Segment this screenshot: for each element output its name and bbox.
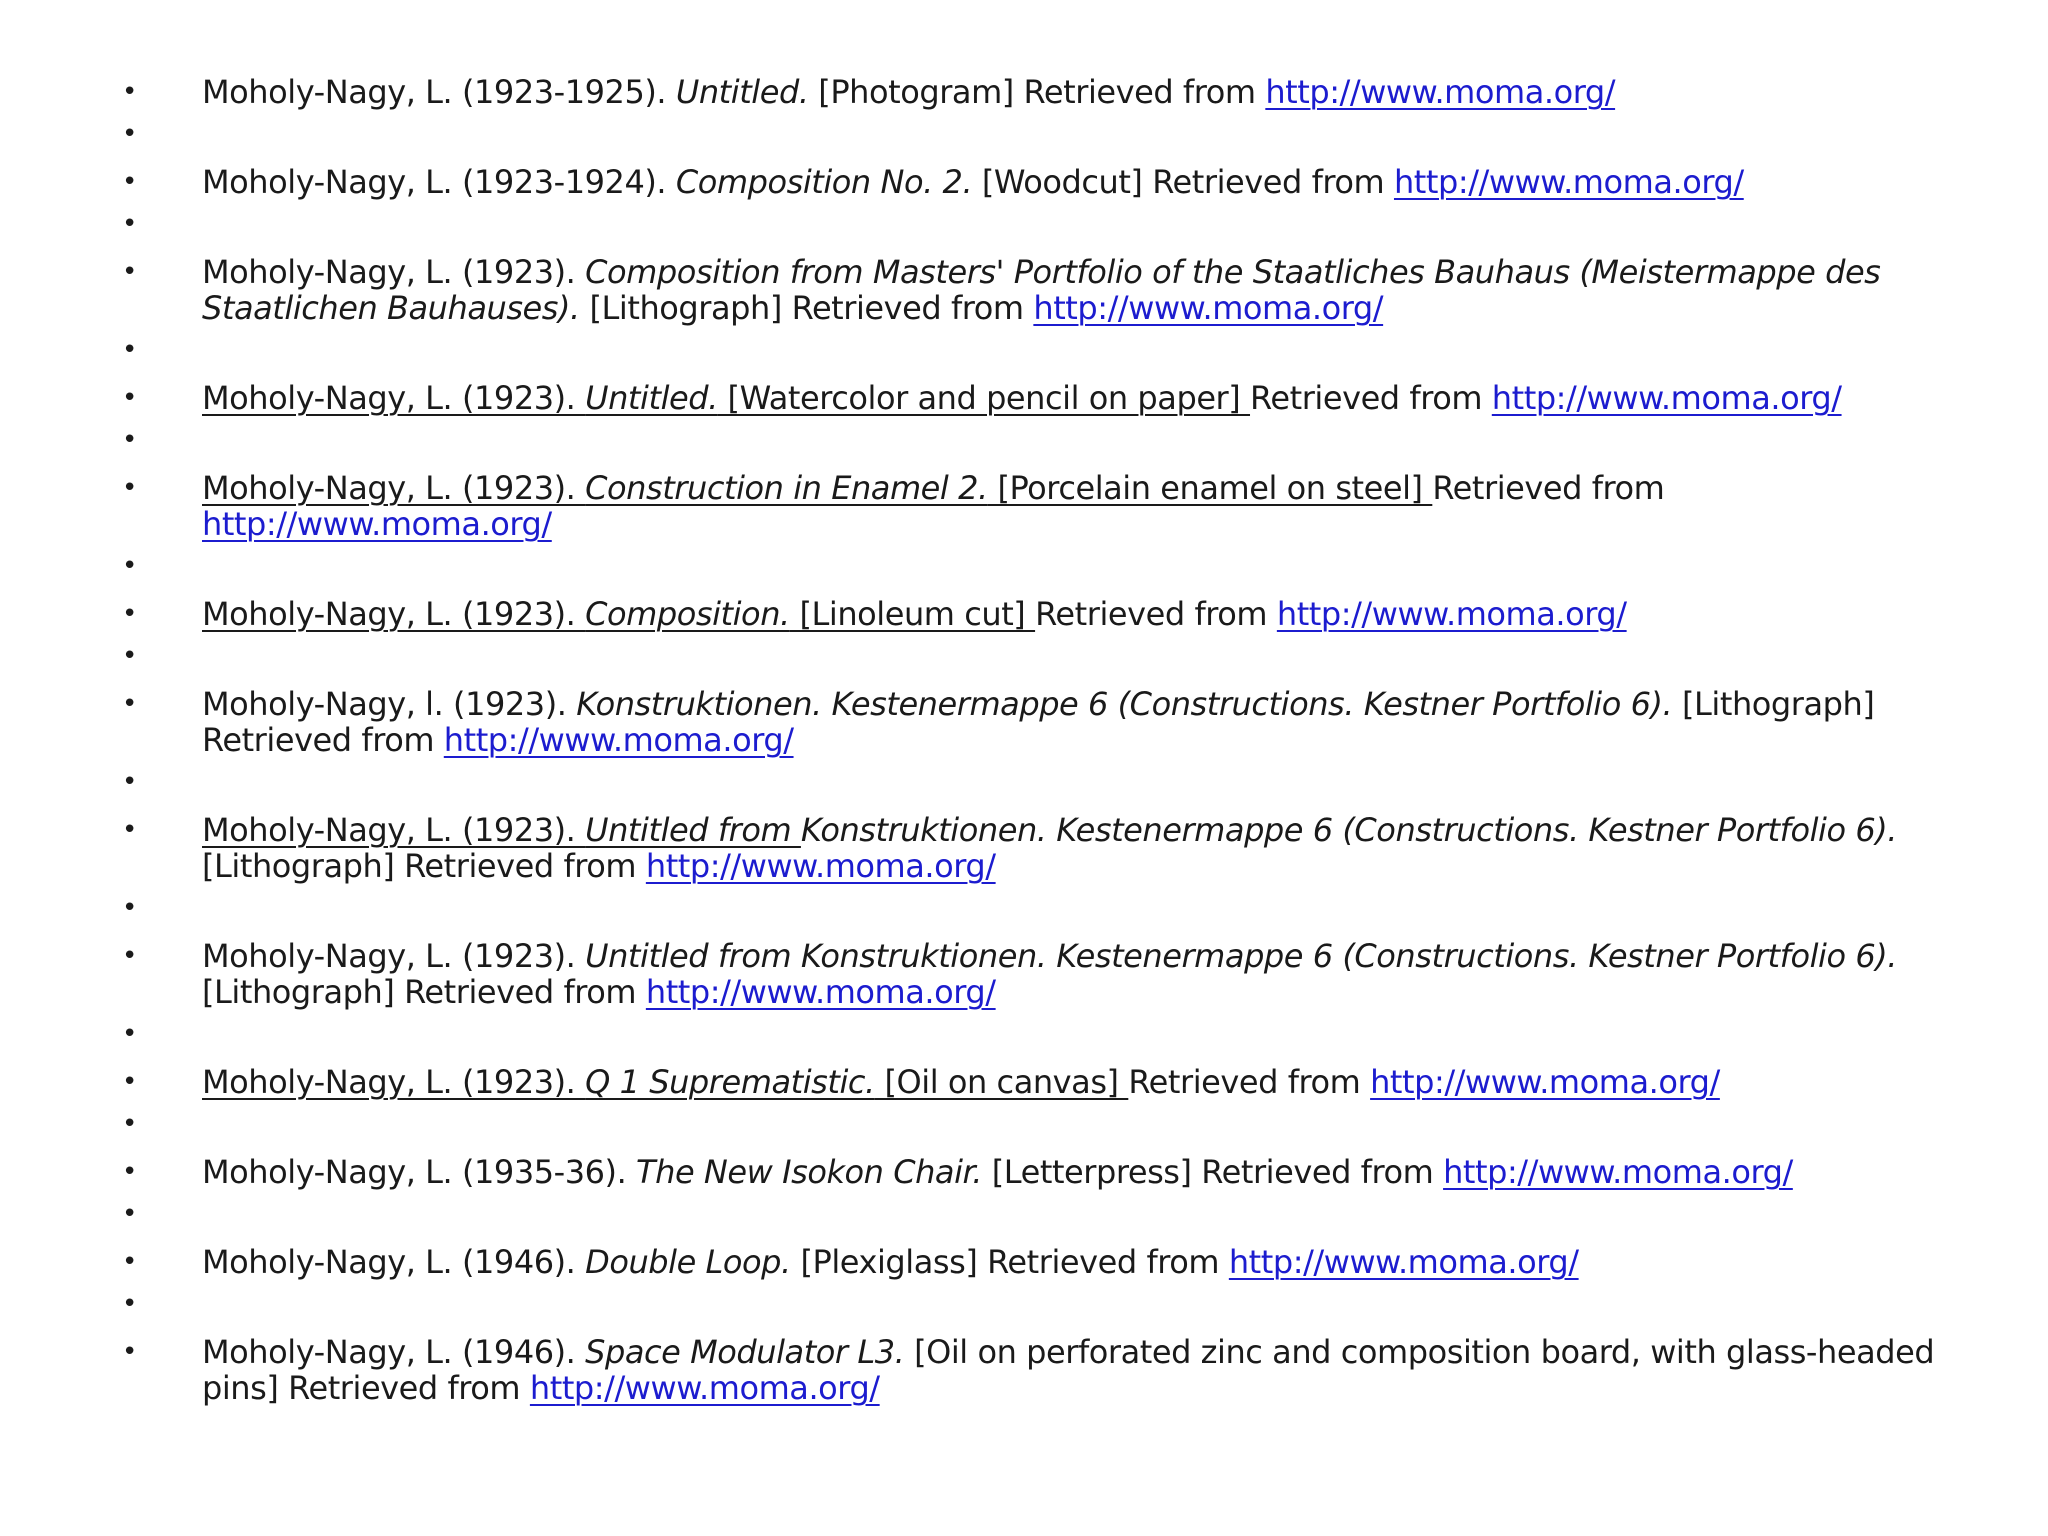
citation-text: [Porcelain enamel on steel] <box>987 469 1433 507</box>
citation-text: Retrieved from <box>1128 1063 1371 1101</box>
bullet-point: • <box>122 551 138 581</box>
citation-text: [Plexiglass] Retrieved from <box>790 1243 1229 1281</box>
citation-text: Moholy-Nagy, L. (1946). <box>202 1243 586 1281</box>
reference-line <box>202 938 1922 974</box>
bullet-point: • <box>122 1067 138 1097</box>
reference-line <box>202 74 1922 110</box>
citation-text: Moholy-Nagy, L. (1923). <box>202 595 586 633</box>
bullet-point: • <box>122 641 138 671</box>
reference-text <box>202 812 1922 884</box>
bullet-point: • <box>122 1247 138 1277</box>
reference-text <box>202 1064 1922 1100</box>
artwork-title: Untitled from Konstruktionen. Kestenermappe 6 (Constructions. Kestner Portfolio 6). <box>585 937 1897 975</box>
citation-text: [Lithograph] Retrieved from <box>202 847 646 885</box>
bullet-point: • <box>122 119 138 149</box>
reference-line <box>202 812 1922 848</box>
moma-link[interactable]: http://www.moma.org/ <box>645 973 996 1011</box>
bullet-point: • <box>122 335 138 365</box>
moma-link[interactable]: http://www.moma.org/ <box>1265 73 1616 111</box>
citation-text: Moholy-Nagy, L. (1923). <box>202 253 586 291</box>
bullet-point: • <box>122 77 138 107</box>
citation-text: [Letterpress] Retrieved from <box>982 1153 1444 1191</box>
moma-link[interactable]: http://www.moma.org/ <box>1491 379 1842 417</box>
artwork-title: Composition from Masters' Portfolio of the Staatliches Bauhaus (Meistermappe des <box>585 253 1881 291</box>
reference-line <box>202 596 1922 632</box>
reference-text <box>202 1244 1922 1280</box>
bullet-point: • <box>122 473 138 503</box>
reference-line <box>202 722 1922 758</box>
citation-text: pins] Retrieved from <box>202 1369 530 1407</box>
artwork-title: Untitled from <box>585 811 801 849</box>
bullet-point: • <box>122 815 138 845</box>
reference-line <box>202 506 1922 542</box>
bullet-point: • <box>122 941 138 971</box>
reference-text <box>202 686 1922 758</box>
moma-link[interactable]: http://www.moma.org/ <box>645 847 996 885</box>
reference-line <box>202 290 1922 326</box>
citation-text: Moholy-Nagy, L. (1923). <box>202 1063 586 1101</box>
reference-line <box>202 470 1922 506</box>
reference-text <box>202 938 1922 1010</box>
reference-text <box>202 596 1922 632</box>
citation-text: Moholy-Nagy, l. (1923). <box>202 685 577 723</box>
citation-text: Moholy-Nagy, L. (1946). <box>202 1333 586 1371</box>
bullet-point: • <box>122 689 138 719</box>
bullet-point: • <box>122 209 138 239</box>
citation-text: Retrieved from <box>1250 379 1492 417</box>
citation-text: Moholy-Nagy, L. (1923). <box>202 937 586 975</box>
bullet-point: • <box>122 893 138 923</box>
citation-text: [Photogram] Retrieved from <box>808 73 1266 111</box>
artwork-title: Konstruktionen. Kestenermappe 6 (Constructions. Kestner Portfolio 6). <box>800 811 1897 849</box>
bullet-point: • <box>122 1289 138 1319</box>
bullet-point: • <box>122 383 138 413</box>
citation-text: Moholy-Nagy, L. (1923-1925). <box>202 73 676 111</box>
citation-text: [Linoleum cut] <box>789 595 1036 633</box>
citation-text: Moholy-Nagy, L. (1935-36). <box>202 1153 637 1191</box>
bullet-point: • <box>122 1199 138 1229</box>
reference-line <box>202 1370 1922 1406</box>
artwork-title: Composition. <box>585 595 790 633</box>
citation-text: [Watercolor and pencil on paper] <box>717 379 1251 417</box>
bullet-point: • <box>122 167 138 197</box>
citation-text: [Lithograph] Retrieved from <box>202 973 646 1011</box>
moma-link[interactable]: http://www.moma.org/ <box>1276 595 1627 633</box>
citation-text: Moholy-Nagy, L. (1923-1924). <box>202 163 676 201</box>
citation-text: [Oil on canvas] <box>874 1063 1129 1101</box>
reference-text <box>202 74 1922 110</box>
citation-text: [Oil on perforated zinc and composition board, with glass-headed <box>904 1333 1935 1371</box>
reference-text <box>202 470 1922 542</box>
artwork-title: Staatlichen Bauhauses). <box>202 289 580 327</box>
artwork-title: Q 1 Suprematistic. <box>585 1063 875 1101</box>
reference-line <box>202 254 1922 290</box>
citation-text: Retrieved from <box>202 721 444 759</box>
citation-text: [Woodcut] Retrieved from <box>972 163 1394 201</box>
reference-line <box>202 164 1922 200</box>
bullet-point: • <box>122 767 138 797</box>
artwork-title: The New Isokon Chair. <box>636 1153 983 1191</box>
citation-text: Moholy-Nagy, L. (1923). <box>202 379 586 417</box>
moma-link[interactable]: http://www.moma.org/ <box>529 1369 880 1407</box>
citation-text: Moholy-Nagy, L. (1923). <box>202 811 586 849</box>
artwork-title: Konstruktionen. Kestenermappe 6 (Constructions. Kestner Portfolio 6). <box>576 685 1673 723</box>
reference-text <box>202 1154 1922 1190</box>
citation-text: Retrieved from <box>1432 469 1665 507</box>
reference-line <box>202 1154 1922 1190</box>
artwork-title: Untitled. <box>585 379 718 417</box>
citation-text: [Lithograph] Retrieved from <box>579 289 1034 327</box>
bullet-point: • <box>122 1337 138 1367</box>
moma-link[interactable]: http://www.moma.org/ <box>202 505 552 543</box>
artwork-title: Space Modulator L3. <box>585 1333 905 1371</box>
bullet-point: • <box>122 1157 138 1187</box>
artwork-title: Construction in Enamel 2. <box>585 469 988 507</box>
reference-line <box>202 380 1922 416</box>
reference-text <box>202 254 1922 326</box>
reference-line <box>202 1244 1922 1280</box>
bullet-point: • <box>122 1109 138 1139</box>
reference-text <box>202 1333 1935 1407</box>
moma-link[interactable]: http://www.moma.org/ <box>1228 1243 1579 1281</box>
reference-line <box>202 848 1922 884</box>
artwork-title: Untitled. <box>675 73 809 111</box>
reference-line <box>202 1064 1922 1100</box>
artwork-title: Double Loop. <box>585 1243 791 1281</box>
bullet-point: • <box>122 257 138 287</box>
moma-link[interactable]: http://www.moma.org/ <box>1443 1153 1793 1191</box>
moma-link[interactable]: http://www.moma.org/ <box>443 721 794 759</box>
bullet-point: • <box>122 599 138 629</box>
moma-link[interactable]: http://www.moma.org/ <box>1393 163 1744 201</box>
moma-link[interactable]: http://www.moma.org/ <box>1370 1063 1720 1101</box>
bullet-point: • <box>122 1019 138 1049</box>
citation-text: Moholy-Nagy, L. (1923). <box>202 469 586 507</box>
reference-text <box>202 164 1922 200</box>
citation-text: [Lithograph] <box>1672 685 1875 723</box>
reference-line <box>202 1333 1935 1371</box>
artwork-title: Composition No. 2. <box>675 163 973 201</box>
reference-line <box>202 686 1922 722</box>
reference-text <box>202 380 1922 416</box>
bullet-point: • <box>122 425 138 455</box>
moma-link[interactable]: http://www.moma.org/ <box>1033 289 1384 327</box>
reference-line <box>202 974 1922 1010</box>
citation-text: Retrieved from <box>1035 595 1277 633</box>
